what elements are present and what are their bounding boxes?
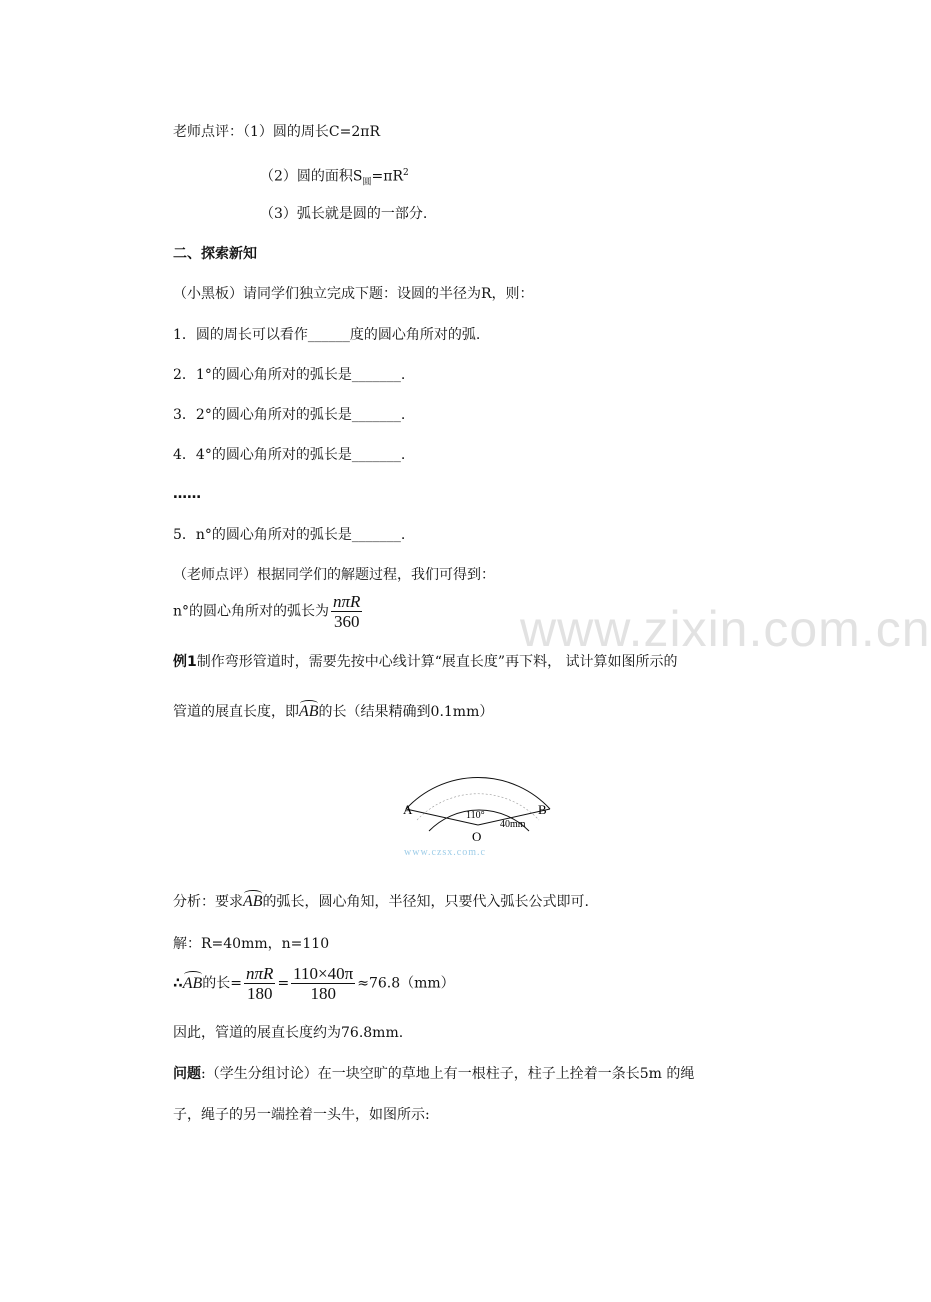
angle-label: 110°	[466, 810, 485, 821]
radius-label: 40mm	[500, 819, 526, 830]
solution-line-1: 解：R=40mm，n=110	[173, 936, 330, 952]
question-2: 2．1°的圆心角所对的弧长是_______.	[173, 367, 406, 383]
fraction-formula: $\frac{\text{nπR}}{180}$	[246, 964, 274, 1003]
question-1: 1．圆的周长可以看作______度的圆心角所对的弧.	[173, 327, 481, 343]
ellipsis: ……	[173, 486, 201, 502]
problem-line-2: 子，绳子的另一端拴着一头牛，如图所示:	[173, 1107, 430, 1123]
arc-length-formula: n°的圆心角所对的弧长为 $\frac{\text{nπR}}{360}$	[173, 592, 361, 631]
watermark: www.zixin.com.cn	[520, 601, 931, 657]
formula-fraction: $\frac{\text{nπR}}{360}$	[333, 592, 361, 631]
pipe-figure	[380, 740, 547, 860]
prompt-text: （小黑板）请同学们独立完成下题：设圆的半径为R，则：	[173, 286, 534, 302]
label-a: A	[403, 802, 413, 817]
conclusion: 因此，管道的展直长度约为76.8mm.	[173, 1025, 404, 1041]
solution-computation: ∴AB的长= $\frac{\text{nπR}}{180}$ = $\frac{110\times 40\pi}{180}$ ≈76.8（mm）	[173, 964, 455, 1003]
question-3: 3．2°的圆心角所对的弧长是_______.	[173, 407, 406, 423]
arc-ab: AB	[299, 703, 319, 720]
teacher-review-line-2: （2）圆的面积$S_圆=\pi R^2$	[260, 168, 409, 188]
teacher-review-line-1: 老师点评：（1）圆的周长C=2πR	[173, 124, 380, 140]
section-title: 二、探索新知	[173, 246, 257, 262]
question-5: 5．n°的圆心角所对的弧长是_______.	[173, 527, 406, 543]
problem-line-1: 问题:（学生分组讨论）在一块空旷的草地上有一根柱子，柱子上拴着一条长5m 的绳	[173, 1066, 695, 1082]
figure-source-watermark: www.czsx.com.c	[404, 847, 486, 858]
fraction-substituted: $\frac{110\times 40\pi}{180}$	[293, 964, 354, 1003]
analysis-text: 分析：要求AB的弧长，圆心角知，半径知，只要代入弧长公式即可.	[173, 893, 589, 910]
example-line-2: 管道的展直长度，即AB的长（结果精确到0.1mm）	[173, 703, 494, 720]
teacher-review-line-3: （3）弧长就是圆的一部分.	[260, 206, 428, 222]
question-4: 4．4°的圆心角所对的弧长是_______.	[173, 447, 406, 463]
label-o: O	[472, 829, 482, 844]
label-b: B	[538, 802, 547, 817]
teacher-comment: （老师点评）根据同学们的解题过程，我们可得到：	[173, 567, 495, 583]
example-line-1: 例1制作弯形管道时，需要先按中心线计算“展直长度”再下料， 试计算如图所示的	[173, 654, 678, 670]
